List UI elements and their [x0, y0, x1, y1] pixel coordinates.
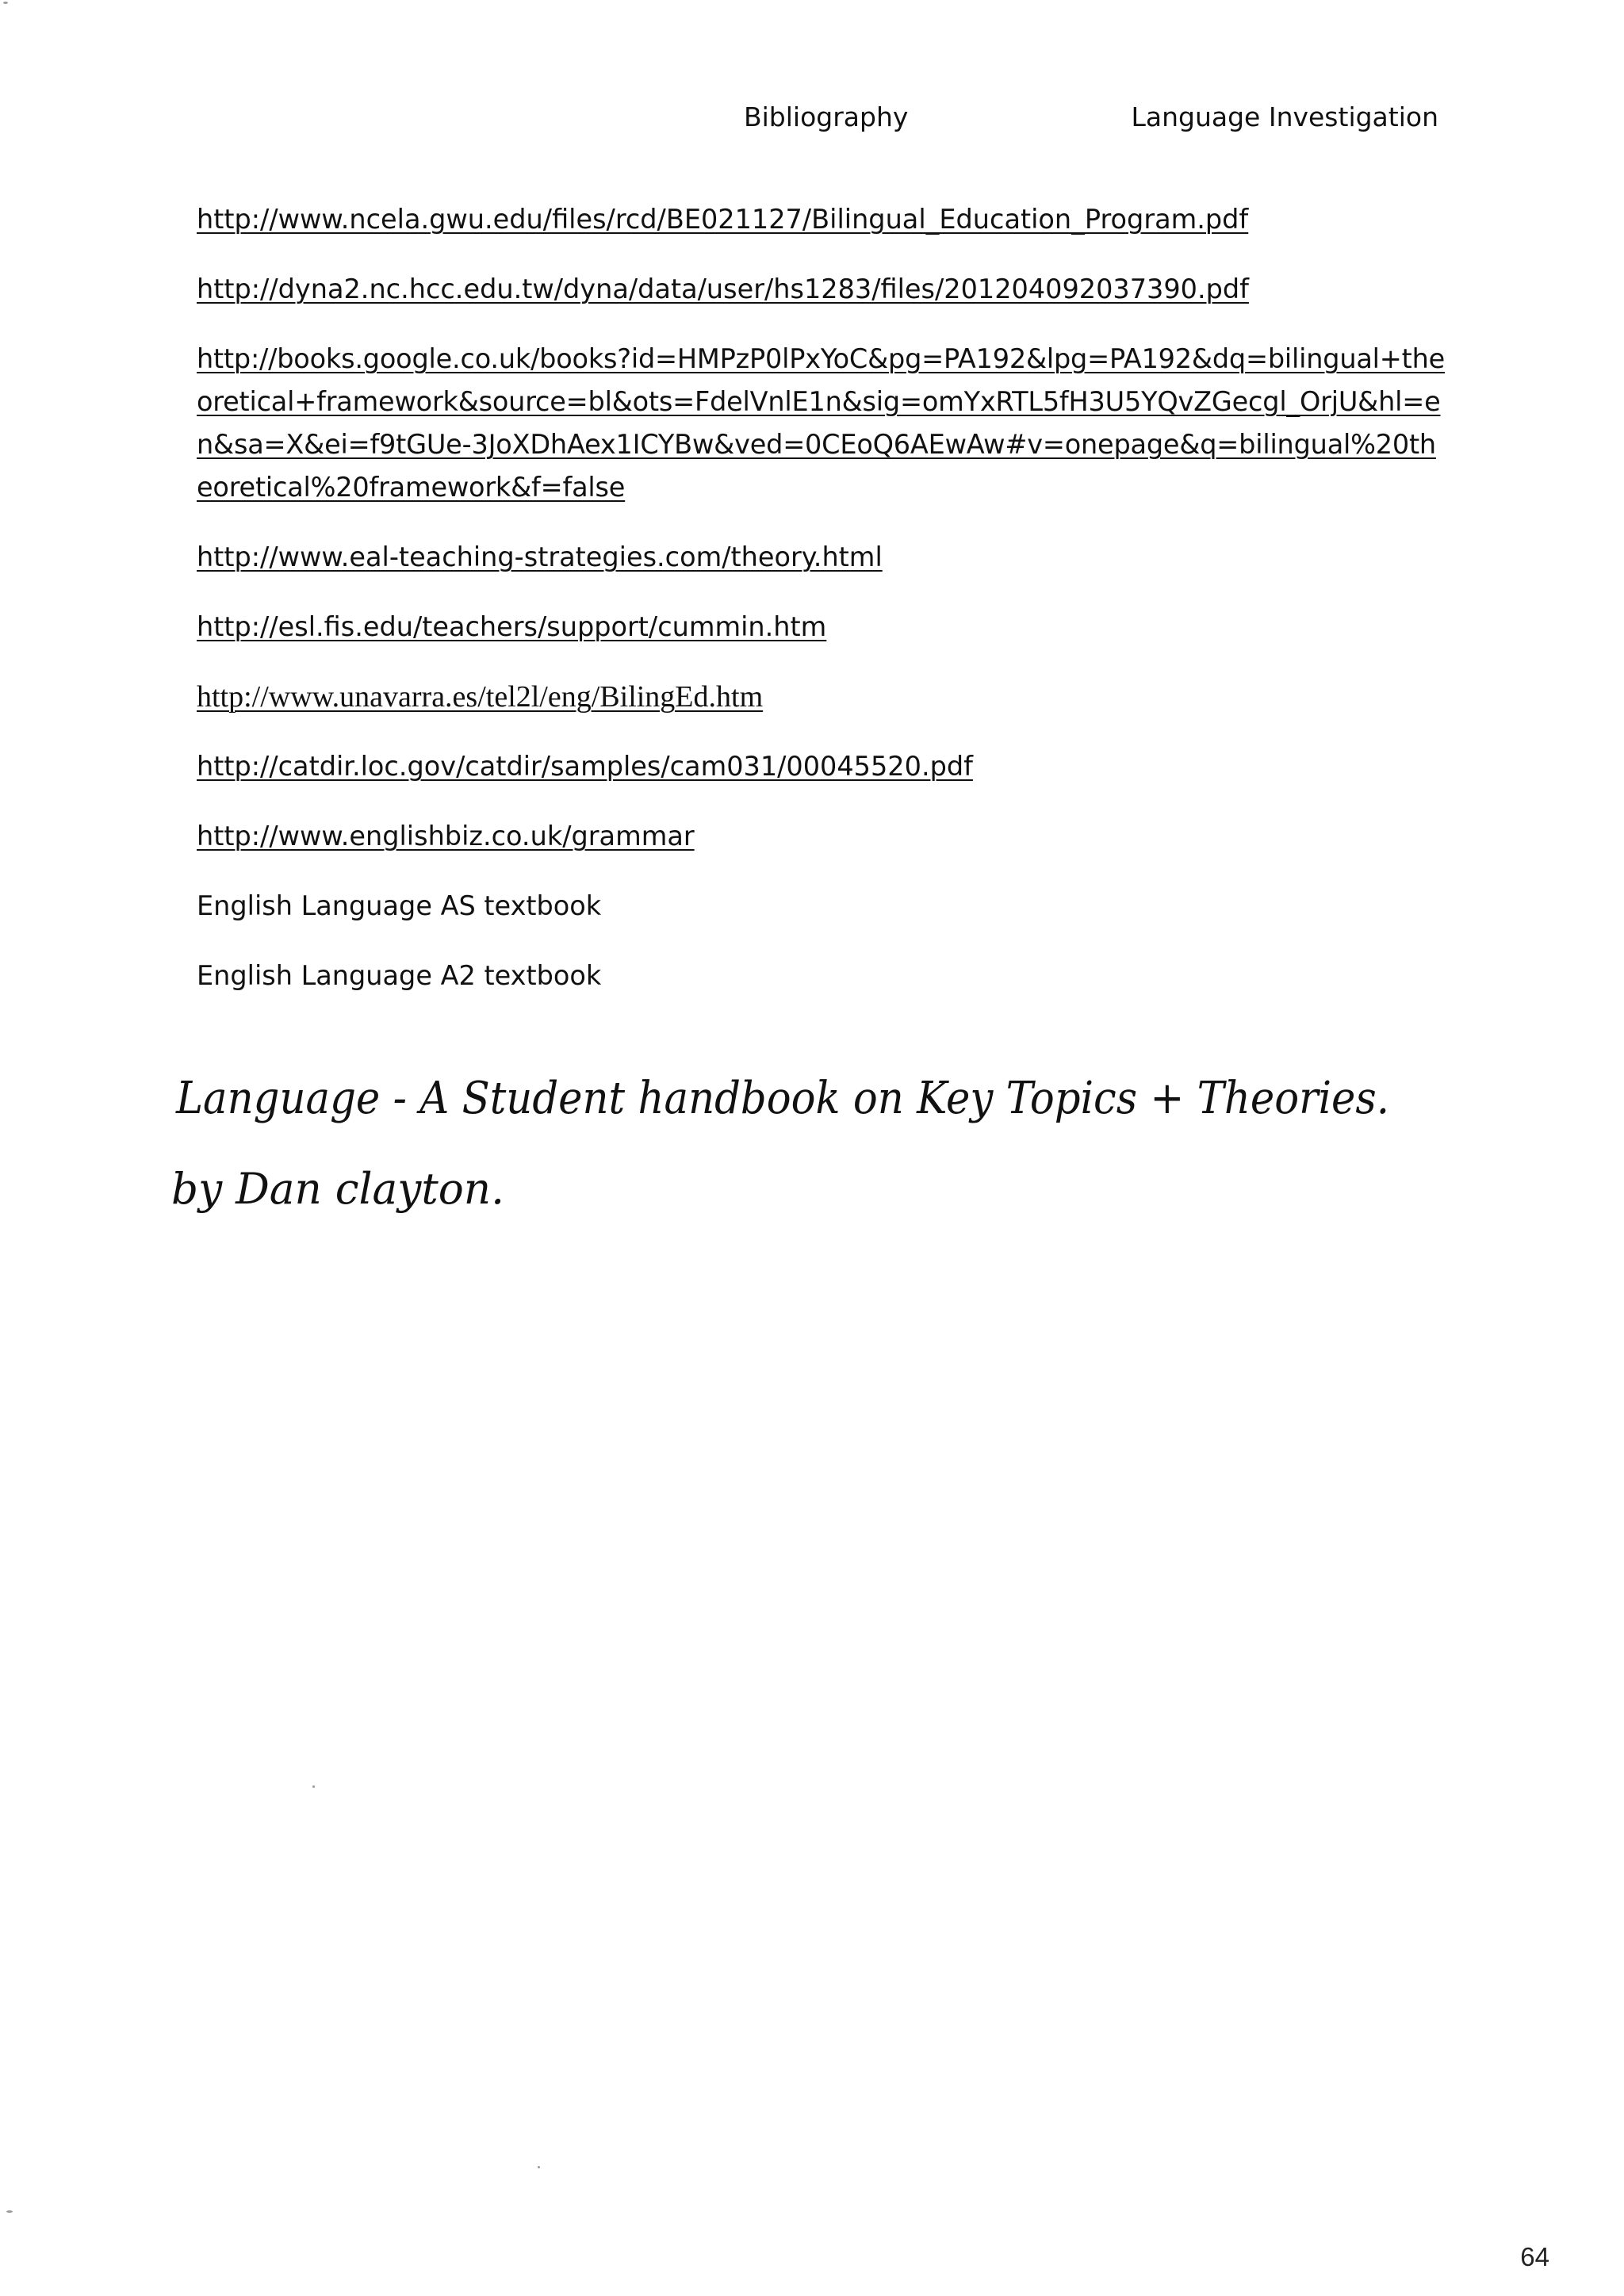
bibliography-entry-textbook: English Language A2 textbook: [197, 960, 602, 991]
bibliography-entry[interactable]: http://www.eal-teaching-strategies.com/theory.html: [197, 541, 883, 572]
scan-speck: [538, 2166, 540, 2168]
bibliography-entry-textbook: English Language AS textbook: [197, 890, 602, 921]
handwritten-note-line-1: Language - A Student handbook on Key Topics + Theories.: [175, 1073, 1390, 1124]
bibliography-entry[interactable]: http://books.google.co.uk/books?id=HMPzP0lPxYoC&pg=PA192&lpg=PA192&dq=bilingual+theoretical+framework&source=bl&ots=FdelVnlE1n&sig=omYxRTL5fH3U5YQvZGecgl_OrjU&hl=en&sa=X&ei=f9tGUe-3JoXDhAex1ICYBw&ved=0CEoQ6AEwAw#v=onepage&q=bilingual%20theoretical%20framework&f=false: [197, 343, 1446, 503]
bibliography-entry[interactable]: http://esl.fis.edu/teachers/support/cummin.htm: [197, 611, 827, 642]
bibliography-entry[interactable]: http://www.ncela.gwu.edu/files/rcd/BE021127/Bilingual_Education_Program.pdf: [197, 204, 1249, 235]
scan-speck: [312, 1785, 315, 1788]
scan-speck: [3, 2, 8, 4]
page-subject: Language Investigation: [1131, 101, 1438, 132]
handwritten-note: [167, 1054, 1515, 1245]
bibliography-entry[interactable]: http://www.englishbiz.co.uk/grammar: [197, 821, 695, 851]
bibliography-list: [197, 198, 1450, 1024]
bibliography-entry[interactable]: http://www.unavarra.es/tel2l/eng/BilingEd.htm: [197, 680, 764, 714]
scan-speck: [6, 2210, 13, 2213]
bibliography-entry[interactable]: http://catdir.loc.gov/catdir/samples/cam031/00045520.pdf: [197, 751, 973, 782]
page-number: 64: [1520, 2242, 1549, 2271]
page-title: Bibliography: [744, 101, 909, 132]
handwritten-note-line-2: by Dan clayton.: [171, 1164, 504, 1214]
bibliography-entry[interactable]: http://dyna2.nc.hcc.edu.tw/dyna/data/user/hs1283/files/201204092037390.pdf: [197, 274, 1249, 304]
